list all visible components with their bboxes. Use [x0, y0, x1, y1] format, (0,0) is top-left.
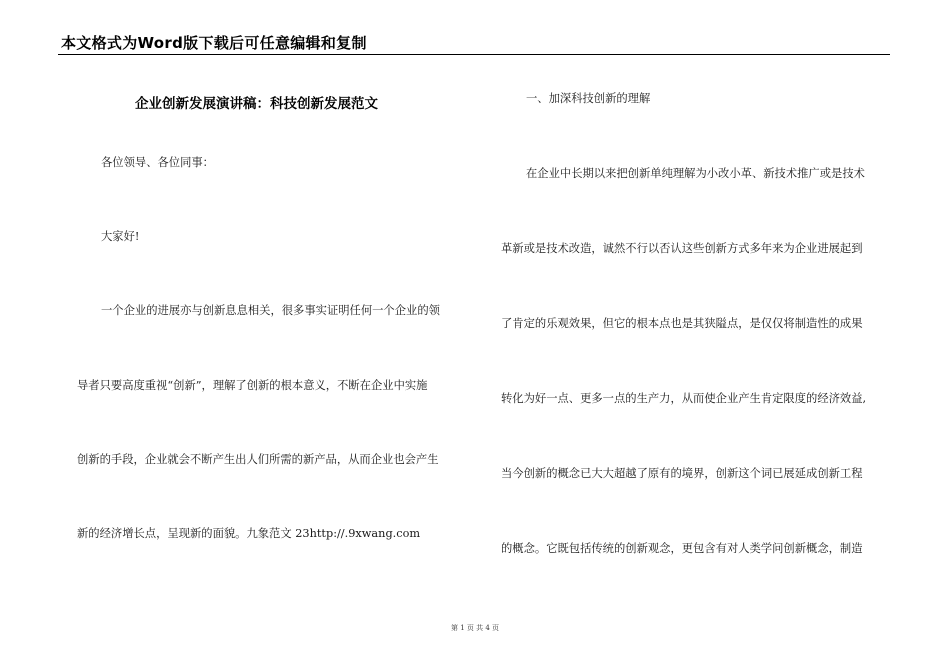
paragraph-line: 一个企业的进展亦与创新息息相关，很多事实证明任何一个企业的领 — [101, 304, 440, 317]
paragraph-line: 新的经济增长点，呈现新的面貌。九象范文 23http://.9xwang.com — [77, 527, 421, 540]
paragraph-line: 转化为好一点、更多一点的生产力，从而使企业产生肯定限度的经济效益, — [501, 392, 867, 405]
section-heading: 一、加深科技创新的理解 — [526, 92, 651, 105]
paragraph-line: 创新的手段，企业就会不断产生出人们所需的新产品，从而企业也会产生 — [77, 453, 439, 466]
paragraph-line: 的概念。它既包括传统的创新观念，更包含有对人类学问创新概念，制造 — [501, 542, 863, 555]
paragraph-line: 革新或是技术改造，诚然不行以否认这些创新方式多年来为企业进展起到 — [501, 242, 863, 255]
header-divider — [58, 54, 890, 55]
salutation-line: 各位领导、各位同事： — [101, 156, 214, 169]
page-number: 第 1 页 共 4 页 — [450, 624, 500, 632]
paragraph-line: 当今创新的概念已大大超越了原有的境界，创新这个词已展延成创新工程 — [501, 467, 863, 480]
document-title: 企业创新发展演讲稿：科技创新发展范文 — [135, 96, 378, 112]
paragraph-line: 导者只要高度重视“创新”，理解了创新的根本意义，不断在企业中实施 — [77, 379, 428, 392]
document-header-note: 本文格式为Word版下载后可任意编辑和复制 — [61, 34, 367, 52]
paragraph-line: 了肯定的乐观效果，但它的根本点也是其狭隘点，是仅仅将制造性的成果 — [501, 317, 863, 330]
paragraph-line: 在企业中长期以来把创新单纯理解为小改小革、新技术推广或是技术 — [526, 167, 865, 180]
greeting-line: 大家好! — [101, 230, 140, 243]
